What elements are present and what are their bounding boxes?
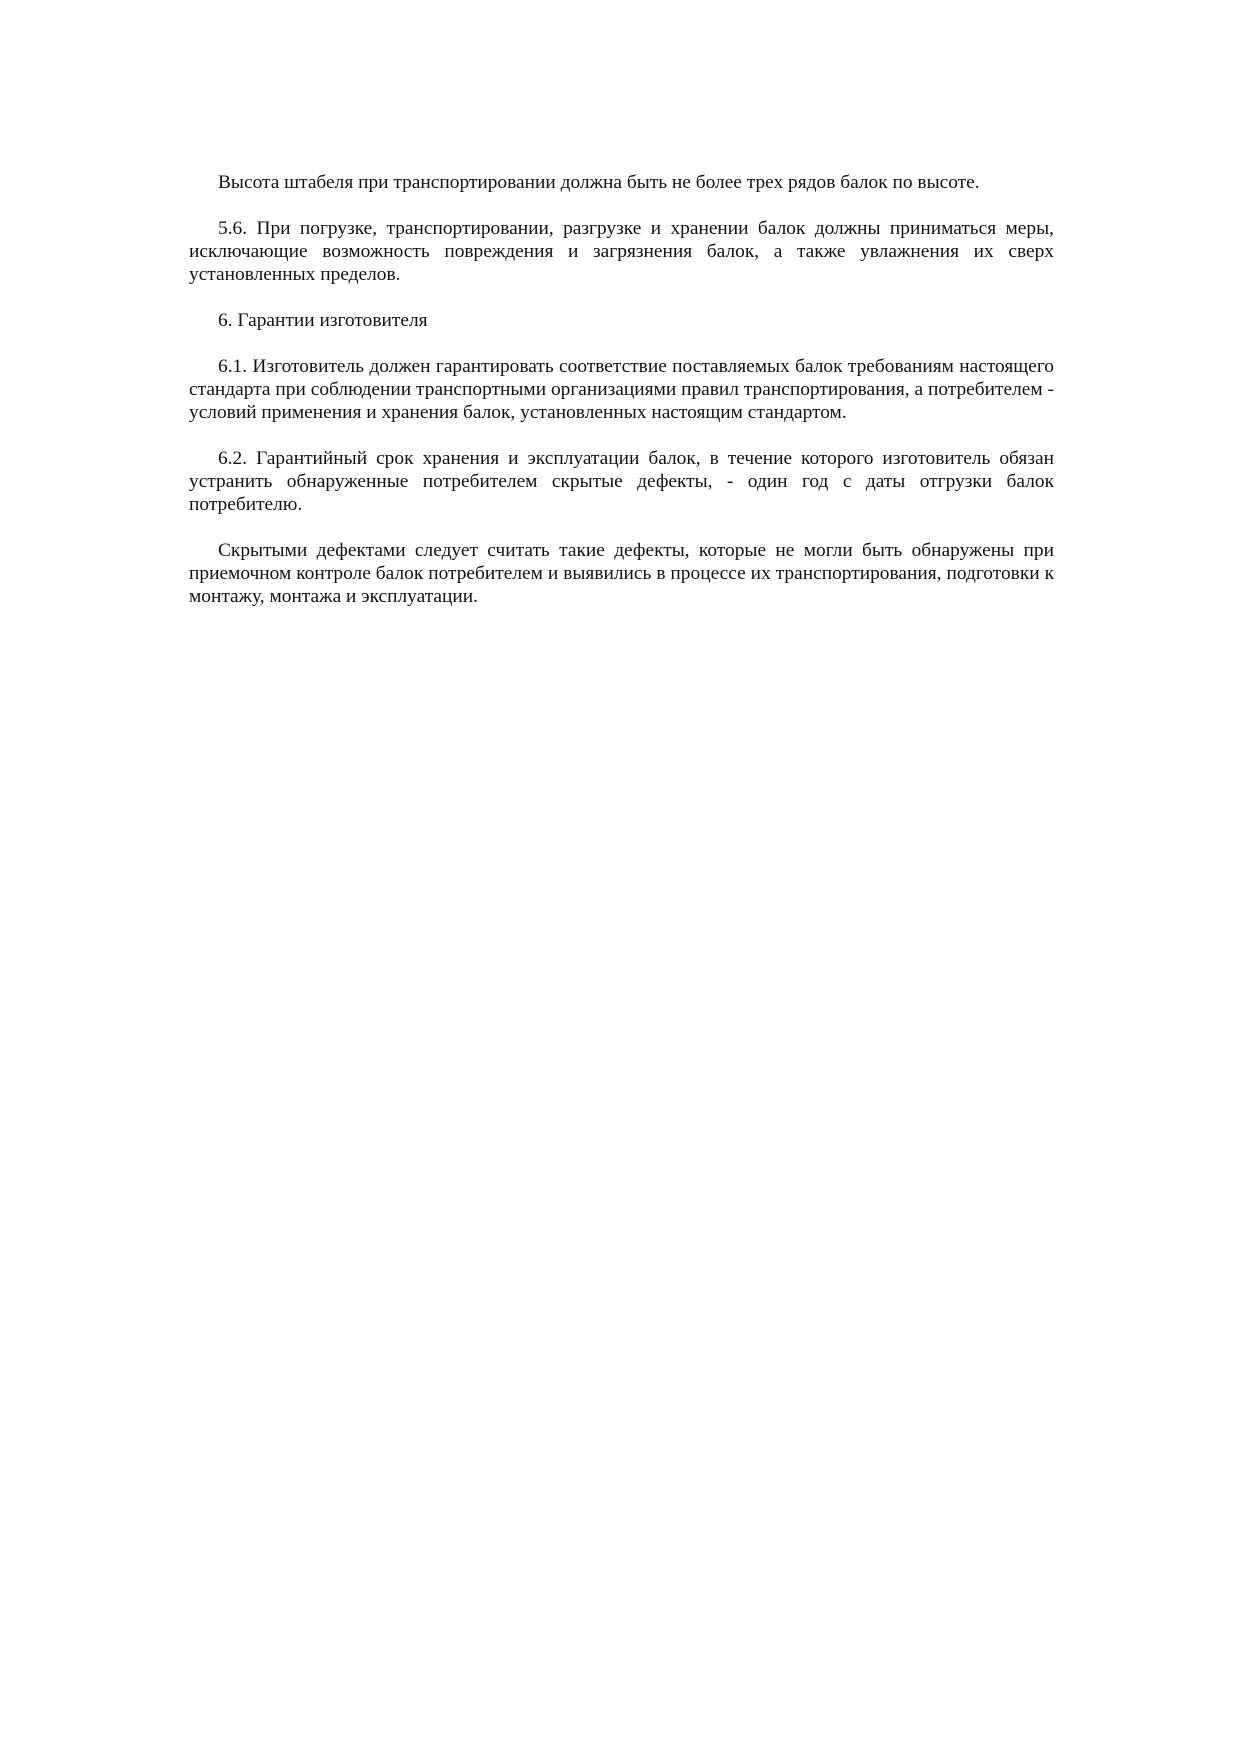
paragraph-6-2: 6.2. Гарантийный срок хранения и эксплуатации балок, в течение которого изготовитель обязан устранить обнаруженные потребителем скрытые дефекты, - один год с даты отгрузки балок потребителю.	[189, 448, 1054, 515]
paragraph-6-1: 6.1. Изготовитель должен гарантировать соответствие поставляемых балок требованиям настоящего стандарта при соблюдении транспортными организациями правил транспортирования, а потребителем - условий применения и хранения балок, установленных настоящим стандартом.	[189, 356, 1054, 423]
document-body	[189, 171, 1054, 631]
section-heading-6: 6. Гарантии изготовителя	[218, 310, 428, 331]
paragraph-stack-height: Высота штабеля при транспортировании должна быть не более трех рядов балок по высоте.	[218, 172, 980, 193]
paragraph-5-6: 5.6. При погрузке, транспортировании, разгрузке и хранении балок должны приниматься меры, исключающие возможность повреждения и загрязнения балок, а также увлажнения их сверх установленных пределов.	[189, 218, 1054, 285]
paragraph-hidden-defects: Скрытыми дефектами следует считать такие дефекты, которые не могли быть обнаружены при приемочном контроле балок потребителем и выявились в процессе их транспортирования, подготовки к монтажу, монтажа и эксплуатации.	[189, 540, 1054, 607]
